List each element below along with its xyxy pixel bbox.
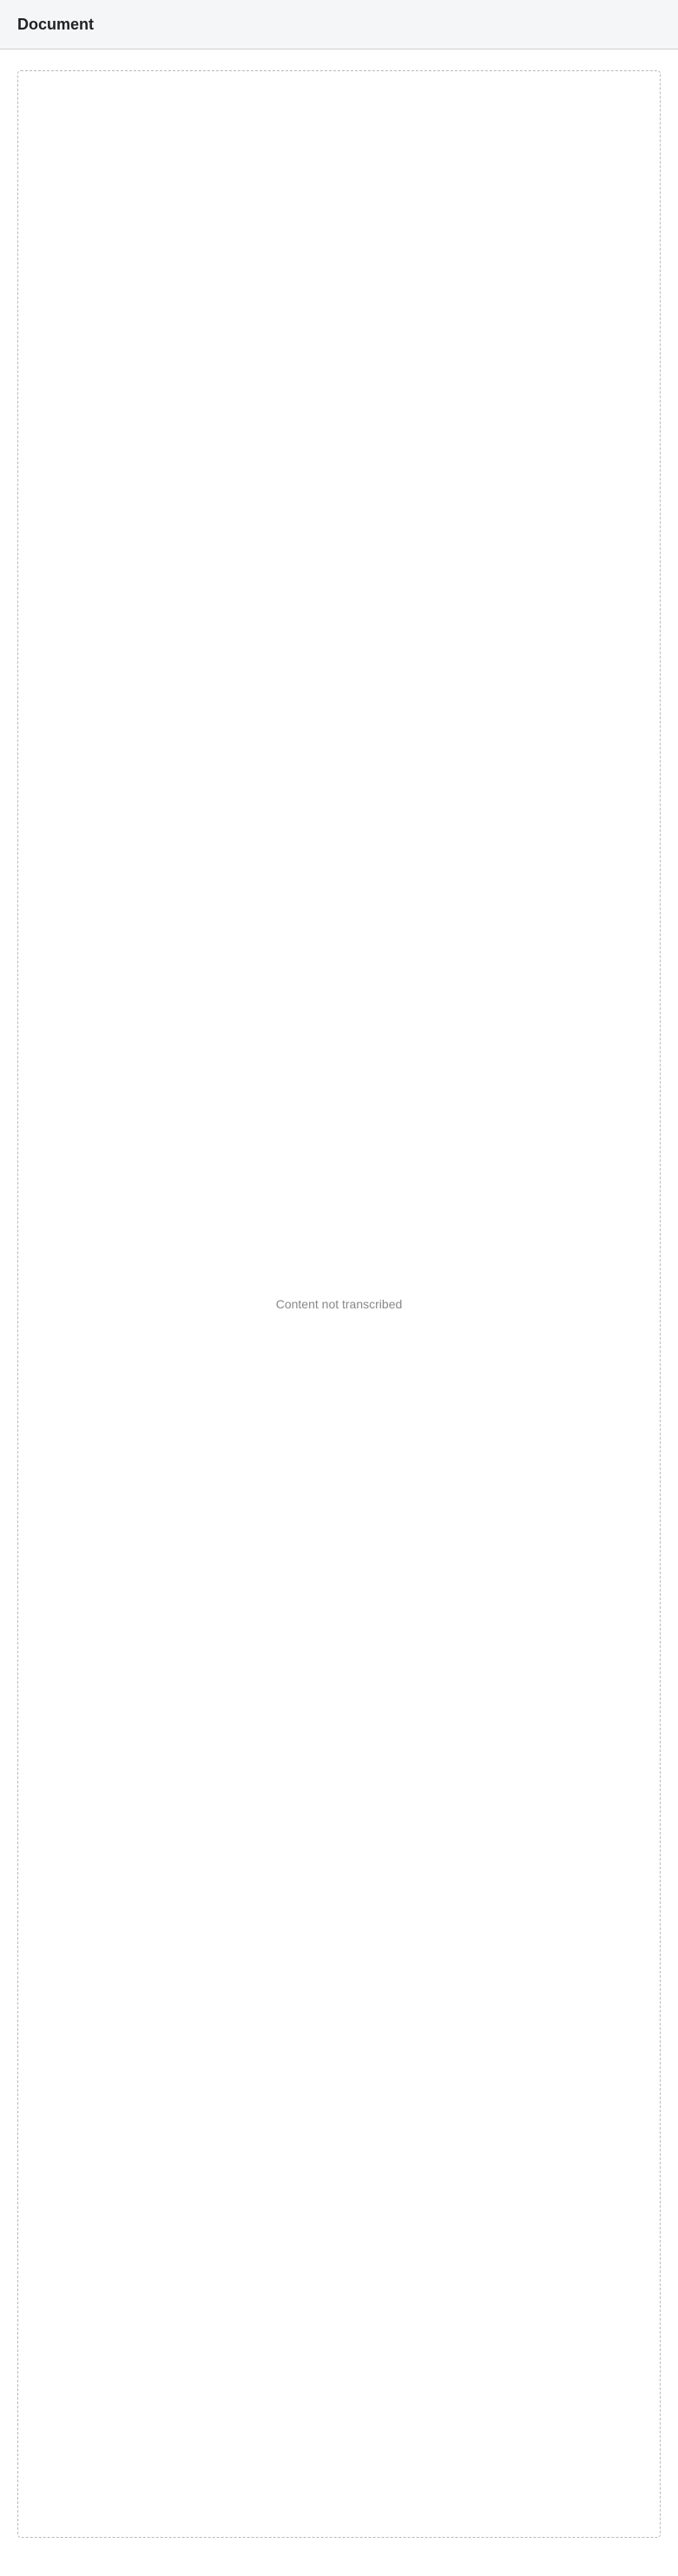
page-title: Document bbox=[17, 15, 95, 33]
placeholder-notice: Content not transcribed bbox=[275, 1297, 403, 1311]
content-placeholder bbox=[17, 70, 661, 2538]
header bbox=[0, 0, 678, 49]
